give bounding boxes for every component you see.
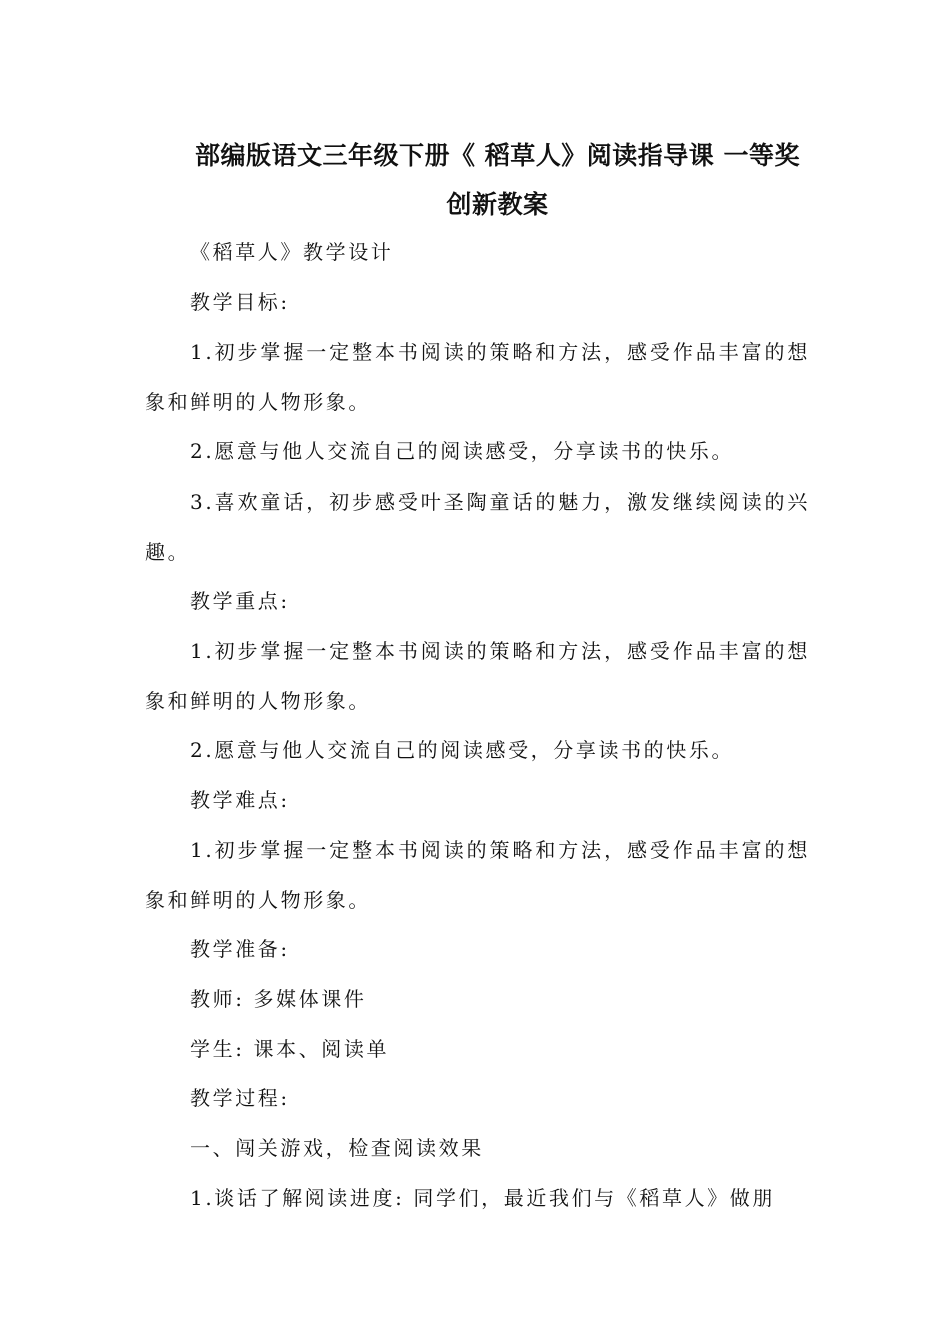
goal-item-3: 3.喜欢童话，初步感受叶圣陶童话的魅力，激发继续阅读的兴趣。: [145, 490, 810, 564]
heading-teaching-goals: 教学目标:: [190, 290, 290, 314]
heading-teaching-preparation: 教学准备:: [190, 937, 290, 961]
heading-teaching-process: 教学过程:: [190, 1086, 290, 1110]
process-step-1: 1.谈话了解阅读进度: 同学们，最近我们与《稻草人》做朋: [190, 1186, 775, 1210]
goal-item-2: 2.愿意与他人交流自己的阅读感受，分享读书的快乐。: [190, 439, 735, 463]
difficulty-item-1: 1.初步掌握一定整本书阅读的策略和方法，感受作品丰富的想象和鲜明的人物形象。: [145, 838, 810, 912]
subtitle-teaching-design: 《稻草人》教学设计: [190, 240, 394, 264]
preparation-student: 学生: 课本、阅读单: [190, 1037, 390, 1061]
heading-teaching-focus: 教学重点:: [190, 589, 290, 613]
goal-item-1: 1.初步掌握一定整本书阅读的策略和方法，感受作品丰富的想象和鲜明的人物形象。: [145, 340, 810, 414]
focus-item-2: 2.愿意与他人交流自己的阅读感受，分享读书的快乐。: [190, 738, 735, 762]
preparation-teacher: 教师: 多媒体课件: [190, 987, 367, 1011]
process-section-1: 一、闯关游戏，检查阅读效果: [190, 1136, 484, 1160]
document-title-line1: 部编版语文三年级下册《 稻草人》阅读指导课 一等奖: [195, 141, 800, 170]
focus-item-1: 1.初步掌握一定整本书阅读的策略和方法，感受作品丰富的想象和鲜明的人物形象。: [145, 639, 810, 713]
heading-teaching-difficulty: 教学难点:: [190, 788, 290, 812]
document-title-line2: 创新教案: [446, 190, 549, 219]
